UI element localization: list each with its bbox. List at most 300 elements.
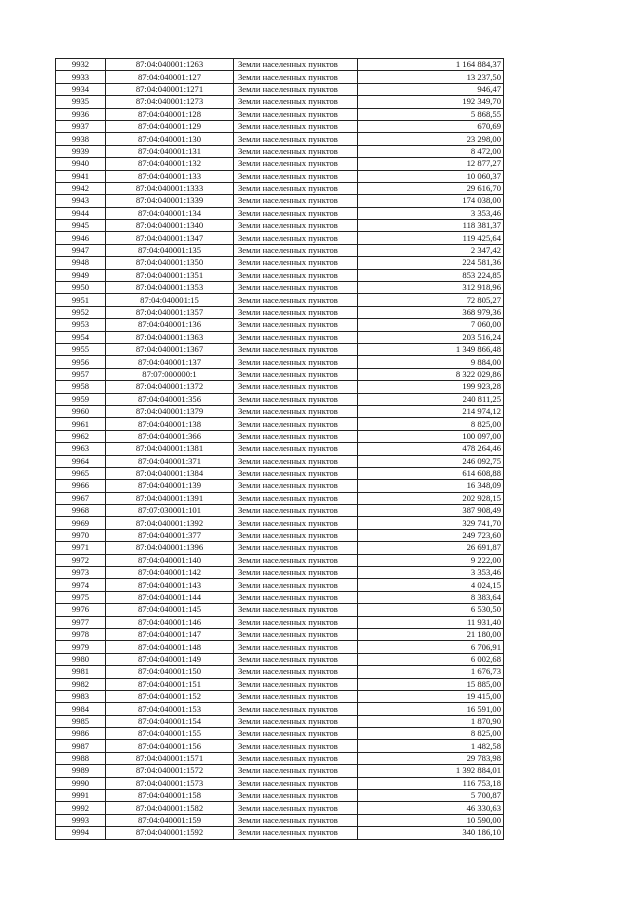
table-row	[56, 765, 504, 777]
table-row	[56, 83, 504, 95]
land-category-cell: Земли населенных пунктов	[234, 542, 358, 554]
land-category-cell: Земли населенных пунктов	[234, 195, 358, 207]
table-row	[56, 381, 504, 393]
cadastral-number-cell: 87:04:040001:136	[106, 319, 234, 331]
cadastral-number-cell: 87:04:040001:150	[106, 666, 234, 678]
table-row	[56, 170, 504, 182]
table-row	[56, 182, 504, 194]
cadastral-number-cell: 87:07:000000:1	[106, 368, 234, 380]
cadastral-value-cell: 29 783,98	[358, 752, 504, 764]
land-category-cell: Земли населенных пунктов	[234, 579, 358, 591]
row-number-cell: 9969	[56, 517, 106, 529]
cadastral-value-cell: 249 723,60	[358, 529, 504, 541]
cadastral-number-cell: 87:04:040001:149	[106, 653, 234, 665]
cadastral-value-cell: 7 060,00	[358, 319, 504, 331]
cadastral-value-cell: 21 180,00	[358, 628, 504, 640]
cadastral-value-cell: 5 700,87	[358, 790, 504, 802]
table-row	[56, 393, 504, 405]
cadastral-value-cell: 11 931,40	[358, 616, 504, 628]
table-row	[56, 517, 504, 529]
table-row	[56, 529, 504, 541]
table-row	[56, 418, 504, 430]
land-category-cell: Земли населенных пунктов	[234, 517, 358, 529]
row-number-cell: 9952	[56, 306, 106, 318]
cadastral-value-cell: 192 349,70	[358, 96, 504, 108]
table-row	[56, 505, 504, 517]
row-number-cell: 9966	[56, 480, 106, 492]
table-row	[56, 331, 504, 343]
row-number-cell: 9940	[56, 158, 106, 170]
cadastral-value-cell: 10 590,00	[358, 814, 504, 826]
cadastral-value-cell: 853 224,85	[358, 269, 504, 281]
land-category-cell: Земли населенных пунктов	[234, 145, 358, 157]
land-category-cell: Земли населенных пунктов	[234, 814, 358, 826]
cadastral-value-cell: 214 974,12	[358, 405, 504, 417]
cadastral-number-cell: 87:04:040001:15	[106, 294, 234, 306]
cadastral-number-cell: 87:04:040001:134	[106, 207, 234, 219]
table-row	[56, 405, 504, 417]
land-category-cell: Земли населенных пунктов	[234, 529, 358, 541]
table-row	[56, 628, 504, 640]
table-row	[56, 467, 504, 479]
table-row	[56, 579, 504, 591]
cadastral-value-cell: 26 691,87	[358, 542, 504, 554]
land-category-cell: Земли населенных пунктов	[234, 492, 358, 504]
cadastral-number-cell: 87:04:040001:1357	[106, 306, 234, 318]
table-row	[56, 133, 504, 145]
land-category-cell: Земли населенных пунктов	[234, 628, 358, 640]
row-number-cell: 9979	[56, 641, 106, 653]
table-row	[56, 802, 504, 814]
table-row	[56, 455, 504, 467]
table-row	[56, 567, 504, 579]
land-category-cell: Земли населенных пунктов	[234, 244, 358, 256]
cadastral-number-cell: 87:04:040001:1353	[106, 282, 234, 294]
cadastral-number-cell: 87:04:040001:127	[106, 71, 234, 83]
cadastral-number-cell: 87:04:040001:1571	[106, 752, 234, 764]
cadastral-value-cell: 15 885,00	[358, 678, 504, 690]
land-category-cell: Земли населенных пунктов	[234, 777, 358, 789]
cadastral-value-cell: 478 264,46	[358, 443, 504, 455]
cadastral-number-cell: 87:04:040001:139	[106, 480, 234, 492]
land-category-cell: Земли населенных пунктов	[234, 257, 358, 269]
cadastral-value-cell: 240 811,25	[358, 393, 504, 405]
table-row	[56, 319, 504, 331]
table-row	[56, 591, 504, 603]
cadastral-number-cell: 87:04:040001:132	[106, 158, 234, 170]
cadastral-number-cell: 87:04:040001:130	[106, 133, 234, 145]
table-row	[56, 790, 504, 802]
cadastral-number-cell: 87:04:040001:1391	[106, 492, 234, 504]
cadastral-number-cell: 87:04:040001:1372	[106, 381, 234, 393]
cadastral-value-cell: 614 608,88	[358, 467, 504, 479]
land-category-cell: Земли населенных пунктов	[234, 343, 358, 355]
row-number-cell: 9981	[56, 666, 106, 678]
cadastral-value-cell: 6 002,68	[358, 653, 504, 665]
table-row	[56, 294, 504, 306]
row-number-cell: 9954	[56, 331, 106, 343]
row-number-cell: 9944	[56, 207, 106, 219]
cadastral-number-cell: 87:04:040001:144	[106, 591, 234, 603]
land-category-cell: Земли населенных пунктов	[234, 591, 358, 603]
row-number-cell: 9961	[56, 418, 106, 430]
land-category-cell: Земли населенных пунктов	[234, 294, 358, 306]
land-category-cell: Земли населенных пунктов	[234, 604, 358, 616]
land-category-cell: Земли населенных пунктов	[234, 220, 358, 232]
land-category-cell: Земли населенных пунктов	[234, 616, 358, 628]
row-number-cell: 9937	[56, 120, 106, 132]
table-row	[56, 96, 504, 108]
row-number-cell: 9963	[56, 443, 106, 455]
cadastral-value-cell: 3 353,46	[358, 207, 504, 219]
row-number-cell: 9982	[56, 678, 106, 690]
cadastral-value-cell: 72 805,27	[358, 294, 504, 306]
cadastral-value-cell: 29 616,70	[358, 182, 504, 194]
cadastral-number-cell: 87:04:040001:1392	[106, 517, 234, 529]
land-category-cell: Земли населенных пунктов	[234, 678, 358, 690]
cadastral-number-cell: 87:04:040001:138	[106, 418, 234, 430]
cadastral-number-cell: 87:04:040001:356	[106, 393, 234, 405]
row-number-cell: 9978	[56, 628, 106, 640]
table-row	[56, 443, 504, 455]
table-row	[56, 244, 504, 256]
table-row	[56, 542, 504, 554]
row-number-cell: 9994	[56, 827, 106, 839]
land-category-cell: Земли населенных пунктов	[234, 356, 358, 368]
cadastral-value-cell: 118 381,37	[358, 220, 504, 232]
cadastral-number-cell: 87:04:040001:155	[106, 728, 234, 740]
row-number-cell: 9972	[56, 554, 106, 566]
land-category-cell: Земли населенных пунктов	[234, 393, 358, 405]
table-row	[56, 690, 504, 702]
cadastral-number-cell: 87:04:040001:145	[106, 604, 234, 616]
cadastral-number-cell: 87:04:040001:148	[106, 641, 234, 653]
cadastral-number-cell: 87:04:040001:1381	[106, 443, 234, 455]
cadastral-number-cell: 87:04:040001:154	[106, 715, 234, 727]
cadastral-number-cell: 87:04:040001:1367	[106, 343, 234, 355]
table-row	[56, 269, 504, 281]
row-number-cell: 9957	[56, 368, 106, 380]
table-row	[56, 554, 504, 566]
land-category-cell: Земли населенных пунктов	[234, 96, 358, 108]
cadastral-value-cell: 100 097,00	[358, 430, 504, 442]
cadastral-value-cell: 340 186,10	[358, 827, 504, 839]
cadastral-value-cell: 8 383,64	[358, 591, 504, 603]
cadastral-value-cell: 1 870,90	[358, 715, 504, 727]
table-row	[56, 306, 504, 318]
land-category-cell: Земли населенных пунктов	[234, 765, 358, 777]
row-number-cell: 9987	[56, 740, 106, 752]
cadastral-value-cell: 199 923,28	[358, 381, 504, 393]
cadastral-value-cell: 8 472,00	[358, 145, 504, 157]
row-number-cell: 9990	[56, 777, 106, 789]
table-row	[56, 480, 504, 492]
table-row	[56, 492, 504, 504]
row-number-cell: 9970	[56, 529, 106, 541]
land-category-cell: Земли населенных пунктов	[234, 207, 358, 219]
cadastral-value-cell: 8 825,00	[358, 418, 504, 430]
cadastral-value-cell: 387 908,49	[358, 505, 504, 517]
table-row	[56, 59, 504, 71]
cadastral-value-cell: 1 349 866,48	[358, 343, 504, 355]
land-category-cell: Земли населенных пунктов	[234, 752, 358, 764]
row-number-cell: 9951	[56, 294, 106, 306]
cadastral-value-cell: 203 516,24	[358, 331, 504, 343]
cadastral-value-cell: 9 884,00	[358, 356, 504, 368]
cadastral-number-cell: 87:04:040001:137	[106, 356, 234, 368]
cadastral-value-cell: 329 741,70	[358, 517, 504, 529]
cadastral-value-cell: 1 392 884,01	[358, 765, 504, 777]
cadastral-value-cell: 246 092,75	[358, 455, 504, 467]
row-number-cell: 9993	[56, 814, 106, 826]
land-category-cell: Земли населенных пунктов	[234, 505, 358, 517]
cadastral-number-cell: 87:04:040001:1363	[106, 331, 234, 343]
row-number-cell: 9958	[56, 381, 106, 393]
table-row	[56, 120, 504, 132]
table-row	[56, 158, 504, 170]
land-category-cell: Земли населенных пунктов	[234, 430, 358, 442]
land-category-cell: Земли населенных пунктов	[234, 443, 358, 455]
row-number-cell: 9945	[56, 220, 106, 232]
cadastral-value-cell: 6 706,91	[358, 641, 504, 653]
table-row	[56, 195, 504, 207]
table-row	[56, 604, 504, 616]
row-number-cell: 9942	[56, 182, 106, 194]
land-category-cell: Земли населенных пунктов	[234, 567, 358, 579]
cadastral-value-cell: 13 237,50	[358, 71, 504, 83]
land-category-cell: Земли населенных пунктов	[234, 368, 358, 380]
land-category-cell: Земли населенных пунктов	[234, 381, 358, 393]
table-row	[56, 71, 504, 83]
land-cadastral-table	[55, 58, 504, 840]
row-number-cell: 9965	[56, 467, 106, 479]
table-row	[56, 678, 504, 690]
cadastral-number-cell: 87:04:040001:133	[106, 170, 234, 182]
cadastral-value-cell: 3 353,46	[358, 567, 504, 579]
row-number-cell: 9992	[56, 802, 106, 814]
cadastral-number-cell: 87:04:040001:1351	[106, 269, 234, 281]
cadastral-number-cell: 87:04:040001:1572	[106, 765, 234, 777]
row-number-cell: 9976	[56, 604, 106, 616]
land-category-cell: Земли населенных пунктов	[234, 641, 358, 653]
land-category-cell: Земли населенных пунктов	[234, 467, 358, 479]
land-category-cell: Земли населенных пунктов	[234, 802, 358, 814]
cadastral-value-cell: 8 825,00	[358, 728, 504, 740]
cadastral-value-cell: 670,69	[358, 120, 504, 132]
land-category-cell: Земли населенных пунктов	[234, 703, 358, 715]
cadastral-value-cell: 119 425,64	[358, 232, 504, 244]
table-row	[56, 653, 504, 665]
row-number-cell: 9980	[56, 653, 106, 665]
row-number-cell: 9934	[56, 83, 106, 95]
cadastral-value-cell: 23 298,00	[358, 133, 504, 145]
cadastral-number-cell: 87:04:040001:143	[106, 579, 234, 591]
row-number-cell: 9953	[56, 319, 106, 331]
land-category-cell: Земли населенных пунктов	[234, 666, 358, 678]
row-number-cell: 9949	[56, 269, 106, 281]
table-row	[56, 220, 504, 232]
row-number-cell: 9938	[56, 133, 106, 145]
land-category-cell: Земли населенных пунктов	[234, 232, 358, 244]
cadastral-value-cell: 16 591,00	[358, 703, 504, 715]
cadastral-number-cell: 87:04:040001:1273	[106, 96, 234, 108]
table-row	[56, 207, 504, 219]
land-category-cell: Земли населенных пунктов	[234, 740, 358, 752]
cadastral-number-cell: 87:04:040001:131	[106, 145, 234, 157]
cadastral-number-cell: 87:04:040001:142	[106, 567, 234, 579]
row-number-cell: 9935	[56, 96, 106, 108]
cadastral-number-cell: 87:04:040001:152	[106, 690, 234, 702]
row-number-cell: 9947	[56, 244, 106, 256]
cadastral-number-cell: 87:04:040001:1263	[106, 59, 234, 71]
row-number-cell: 9964	[56, 455, 106, 467]
land-category-cell: Земли населенных пунктов	[234, 331, 358, 343]
cadastral-number-cell: 87:04:040001:158	[106, 790, 234, 802]
cadastral-value-cell: 6 530,50	[358, 604, 504, 616]
row-number-cell: 9960	[56, 405, 106, 417]
cadastral-value-cell: 12 877,27	[358, 158, 504, 170]
cadastral-value-cell: 5 868,55	[358, 108, 504, 120]
row-number-cell: 9932	[56, 59, 106, 71]
cadastral-number-cell: 87:04:040001:371	[106, 455, 234, 467]
land-category-cell: Земли населенных пунктов	[234, 182, 358, 194]
cadastral-number-cell: 87:04:040001:159	[106, 814, 234, 826]
table-body	[56, 59, 504, 840]
land-category-cell: Земли населенных пунктов	[234, 319, 358, 331]
table-row	[56, 343, 504, 355]
table-row	[56, 715, 504, 727]
land-category-cell: Земли населенных пунктов	[234, 480, 358, 492]
land-category-cell: Земли населенных пунктов	[234, 108, 358, 120]
land-category-cell: Земли населенных пунктов	[234, 158, 358, 170]
cadastral-number-cell: 87:04:040001:1379	[106, 405, 234, 417]
cadastral-number-cell: 87:04:040001:1396	[106, 542, 234, 554]
cadastral-value-cell: 174 038,00	[358, 195, 504, 207]
row-number-cell: 9977	[56, 616, 106, 628]
cadastral-number-cell: 87:04:040001:1340	[106, 220, 234, 232]
row-number-cell: 9933	[56, 71, 106, 83]
cadastral-number-cell: 87:04:040001:140	[106, 554, 234, 566]
table-row	[56, 814, 504, 826]
cadastral-number-cell: 87:04:040001:377	[106, 529, 234, 541]
land-category-cell: Земли населенных пунктов	[234, 790, 358, 802]
row-number-cell: 9974	[56, 579, 106, 591]
cadastral-value-cell: 202 928,15	[358, 492, 504, 504]
cadastral-value-cell: 16 348,09	[358, 480, 504, 492]
cadastral-number-cell: 87:04:040001:146	[106, 616, 234, 628]
table-row	[56, 368, 504, 380]
row-number-cell: 9971	[56, 542, 106, 554]
land-category-cell: Земли населенных пунктов	[234, 653, 358, 665]
cadastral-number-cell: 87:04:040001:128	[106, 108, 234, 120]
table-row	[56, 616, 504, 628]
row-number-cell: 9973	[56, 567, 106, 579]
row-number-cell: 9956	[56, 356, 106, 368]
cadastral-number-cell: 87:04:040001:147	[106, 628, 234, 640]
row-number-cell: 9946	[56, 232, 106, 244]
land-category-cell: Земли населенных пунктов	[234, 418, 358, 430]
cadastral-value-cell: 9 222,00	[358, 554, 504, 566]
land-category-cell: Земли населенных пунктов	[234, 120, 358, 132]
table-row	[56, 356, 504, 368]
table-row	[56, 740, 504, 752]
cadastral-number-cell: 87:04:040001:1350	[106, 257, 234, 269]
cadastral-value-cell: 224 581,36	[358, 257, 504, 269]
cadastral-value-cell: 8 322 029,86	[358, 368, 504, 380]
cadastral-number-cell: 87:04:040001:1592	[106, 827, 234, 839]
table-row	[56, 257, 504, 269]
land-category-cell: Земли населенных пунктов	[234, 83, 358, 95]
row-number-cell: 9943	[56, 195, 106, 207]
cadastral-value-cell: 4 024,15	[358, 579, 504, 591]
row-number-cell: 9991	[56, 790, 106, 802]
land-category-cell: Земли населенных пунктов	[234, 269, 358, 281]
cadastral-number-cell: 87:04:040001:135	[106, 244, 234, 256]
table-row	[56, 728, 504, 740]
row-number-cell: 9941	[56, 170, 106, 182]
cadastral-value-cell: 368 979,36	[358, 306, 504, 318]
row-number-cell: 9983	[56, 690, 106, 702]
row-number-cell: 9986	[56, 728, 106, 740]
cadastral-value-cell: 10 060,37	[358, 170, 504, 182]
cadastral-value-cell: 946,47	[358, 83, 504, 95]
table-row	[56, 703, 504, 715]
land-category-cell: Земли населенных пунктов	[234, 133, 358, 145]
cadastral-value-cell: 1 676,73	[358, 666, 504, 678]
row-number-cell: 9989	[56, 765, 106, 777]
table-row	[56, 777, 504, 789]
land-category-cell: Земли населенных пунктов	[234, 715, 358, 727]
cadastral-number-cell: 87:07:030001:101	[106, 505, 234, 517]
land-category-cell: Земли населенных пунктов	[234, 728, 358, 740]
table-row	[56, 430, 504, 442]
row-number-cell: 9988	[56, 752, 106, 764]
cadastral-value-cell: 116 753,18	[358, 777, 504, 789]
table-row	[56, 232, 504, 244]
cadastral-number-cell: 87:04:040001:1339	[106, 195, 234, 207]
cadastral-number-cell: 87:04:040001:1573	[106, 777, 234, 789]
land-category-cell: Земли населенных пунктов	[234, 455, 358, 467]
land-category-cell: Земли населенных пунктов	[234, 690, 358, 702]
row-number-cell: 9959	[56, 393, 106, 405]
cadastral-number-cell: 87:04:040001:151	[106, 678, 234, 690]
land-category-cell: Земли населенных пунктов	[234, 554, 358, 566]
cadastral-value-cell: 1 164 884,37	[358, 59, 504, 71]
table-row	[56, 827, 504, 839]
land-category-cell: Земли населенных пунктов	[234, 170, 358, 182]
cadastral-value-cell: 1 482,58	[358, 740, 504, 752]
row-number-cell: 9967	[56, 492, 106, 504]
land-category-cell: Земли населенных пунктов	[234, 405, 358, 417]
land-category-cell: Земли населенных пунктов	[234, 59, 358, 71]
table-row	[56, 108, 504, 120]
cadastral-value-cell: 19 415,00	[358, 690, 504, 702]
cadastral-number-cell: 87:04:040001:1582	[106, 802, 234, 814]
row-number-cell: 9939	[56, 145, 106, 157]
cadastral-number-cell: 87:04:040001:129	[106, 120, 234, 132]
row-number-cell: 9975	[56, 591, 106, 603]
land-category-cell: Земли населенных пунктов	[234, 282, 358, 294]
cadastral-value-cell: 312 918,96	[358, 282, 504, 294]
cadastral-number-cell: 87:04:040001:153	[106, 703, 234, 715]
row-number-cell: 9968	[56, 505, 106, 517]
land-category-cell: Земли населенных пунктов	[234, 827, 358, 839]
row-number-cell: 9955	[56, 343, 106, 355]
cadastral-number-cell: 87:04:040001:1271	[106, 83, 234, 95]
cadastral-number-cell: 87:04:040001:1347	[106, 232, 234, 244]
row-number-cell: 9950	[56, 282, 106, 294]
cadastral-number-cell: 87:04:040001:156	[106, 740, 234, 752]
